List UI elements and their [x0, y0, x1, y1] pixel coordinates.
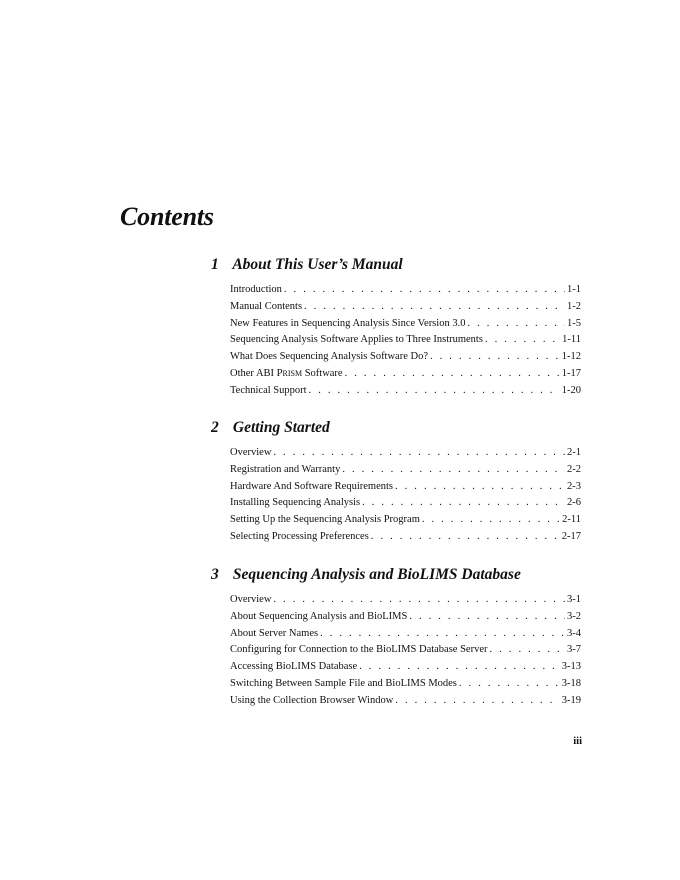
toc-entry-title: Registration and Warranty: [230, 463, 341, 475]
dot-leader: [284, 282, 565, 299]
toc-entry[interactable]: [230, 642, 581, 659]
chapter-1-section: [211, 256, 581, 400]
toc-entry-page: 3-2: [567, 610, 581, 622]
toc-entry-page: 2-17: [561, 530, 581, 542]
toc-entry[interactable]: [230, 445, 581, 462]
toc-entry[interactable]: [230, 609, 581, 626]
page-title: Contents: [120, 202, 214, 231]
toc-entry[interactable]: [230, 479, 581, 496]
dot-leader: [485, 332, 560, 349]
toc-entry-title: New Features in Sequencing Analysis Since Version 3.0: [230, 317, 466, 329]
title-suffix: Software: [302, 367, 343, 379]
dot-leader: [430, 349, 560, 366]
toc-entry-page: 3-18: [561, 677, 581, 689]
toc-entry[interactable]: [230, 495, 581, 512]
toc-entry-page: 3-7: [567, 644, 581, 656]
toc-entry-page: 2-3: [567, 480, 581, 492]
dot-leader: [320, 626, 565, 643]
dot-leader: [371, 529, 560, 546]
dot-leader: [490, 642, 566, 659]
toc-entry-title: Sequencing Analysis Software Applies to Three Instruments: [230, 334, 483, 346]
toc-entry-title: Selecting Processing Preferences: [230, 530, 369, 542]
dot-leader: [359, 659, 560, 676]
toc-entry[interactable]: [230, 592, 581, 609]
toc-entry-title: What Does Sequencing Analysis Software Do?: [230, 351, 428, 363]
toc-entry[interactable]: [230, 316, 581, 333]
toc-entry[interactable]: [230, 349, 581, 366]
toc-entry-page: 1-20: [561, 384, 581, 396]
chapter-3-section: [211, 566, 581, 710]
toc-entry[interactable]: [230, 299, 581, 316]
chapter-number: 1: [211, 256, 219, 273]
page-number: iii: [573, 736, 582, 747]
toc-entry-page: 3-4: [567, 627, 581, 639]
toc-entry-page: 1-12: [561, 351, 581, 363]
chapter-2-section: [211, 419, 581, 546]
title-prefix: Other ABI P: [230, 367, 283, 379]
dot-leader: [273, 592, 565, 609]
toc-list: [230, 282, 581, 400]
chapter-heading[interactable]: [211, 566, 581, 584]
toc-entry[interactable]: [230, 626, 581, 643]
toc-entry-page: 1-2: [567, 300, 581, 312]
toc-entry[interactable]: [230, 693, 581, 710]
toc-entry[interactable]: [230, 282, 581, 299]
dot-leader: [422, 512, 560, 529]
toc-list: [230, 592, 581, 710]
toc-entry[interactable]: [230, 462, 581, 479]
toc-entry-title: Installing Sequencing Analysis: [230, 497, 361, 509]
toc-entry[interactable]: [230, 332, 581, 349]
toc-entry-title: Configuring for Connection to the BioLIMS Database Server: [230, 644, 488, 656]
dot-leader: [362, 495, 565, 512]
toc-entry-title: Using the Collection Browser Window: [230, 694, 394, 706]
dot-leader: [345, 366, 560, 383]
toc-entry[interactable]: [230, 659, 581, 676]
toc-entry-page: 1-11: [562, 334, 581, 346]
chapter-title: Sequencing Analysis and BioLIMS Database: [232, 566, 521, 583]
toc-entry[interactable]: [230, 383, 581, 400]
toc-entry-title: Technical Support: [230, 384, 307, 396]
chapter-heading[interactable]: [211, 256, 581, 274]
chapter-number: 3: [211, 566, 219, 583]
toc-entry-page: 2-2: [567, 463, 581, 475]
toc-entry-page: 2-1: [567, 447, 581, 458]
toc-entry-title: [230, 366, 343, 383]
dot-leader: [467, 316, 565, 333]
dot-leader: [304, 299, 565, 316]
toc-entry-title: Overview: [230, 447, 272, 458]
dot-leader: [395, 693, 559, 710]
dot-leader: [395, 479, 565, 496]
toc-entry-title: About Server Names: [230, 627, 319, 639]
chapter-number: 2: [211, 419, 219, 436]
toc-entry-title: Switching Between Sample File and BioLIMS Modes: [230, 677, 457, 689]
dot-leader: [309, 383, 560, 400]
dot-leader: [342, 462, 565, 479]
toc-entry-page: 2-11: [562, 514, 581, 526]
toc-entry-page: 3-19: [561, 694, 581, 706]
toc-entry-title: Introduction: [230, 284, 282, 295]
toc-entry-page: 1-5: [567, 317, 581, 329]
toc-entry-title: Hardware And Software Requirements: [230, 480, 393, 492]
toc-entry-page: 3-1: [567, 594, 581, 605]
toc-entry[interactable]: [230, 676, 581, 693]
toc-entry[interactable]: [230, 366, 581, 383]
toc-entry-page: 3-13: [561, 661, 581, 673]
toc-entry[interactable]: [230, 529, 581, 546]
chapter-title: About This User’s Manual: [232, 256, 403, 273]
toc-list: [230, 445, 581, 546]
toc-entry-title: Setting Up the Sequencing Analysis Program: [230, 514, 420, 526]
toc-entry-title: About Sequencing Analysis and BioLIMS: [230, 610, 408, 622]
toc-entry[interactable]: [230, 512, 581, 529]
chapter-heading[interactable]: [211, 419, 581, 437]
toc-entry-title: Overview: [230, 594, 272, 605]
toc-entry-title: Manual Contents: [230, 300, 303, 312]
toc-entry-title: Accessing BioLIMS Database: [230, 661, 358, 673]
chapter-title: Getting Started: [232, 419, 330, 436]
dot-leader: [409, 609, 565, 626]
toc-entry-page: 2-6: [567, 497, 581, 509]
dot-leader: [459, 676, 560, 693]
toc-entry-page: 1-1: [567, 284, 581, 295]
toc-entry-page: 1-17: [561, 367, 581, 379]
dot-leader: [273, 445, 565, 462]
title-smallcaps: RISM: [282, 368, 303, 378]
